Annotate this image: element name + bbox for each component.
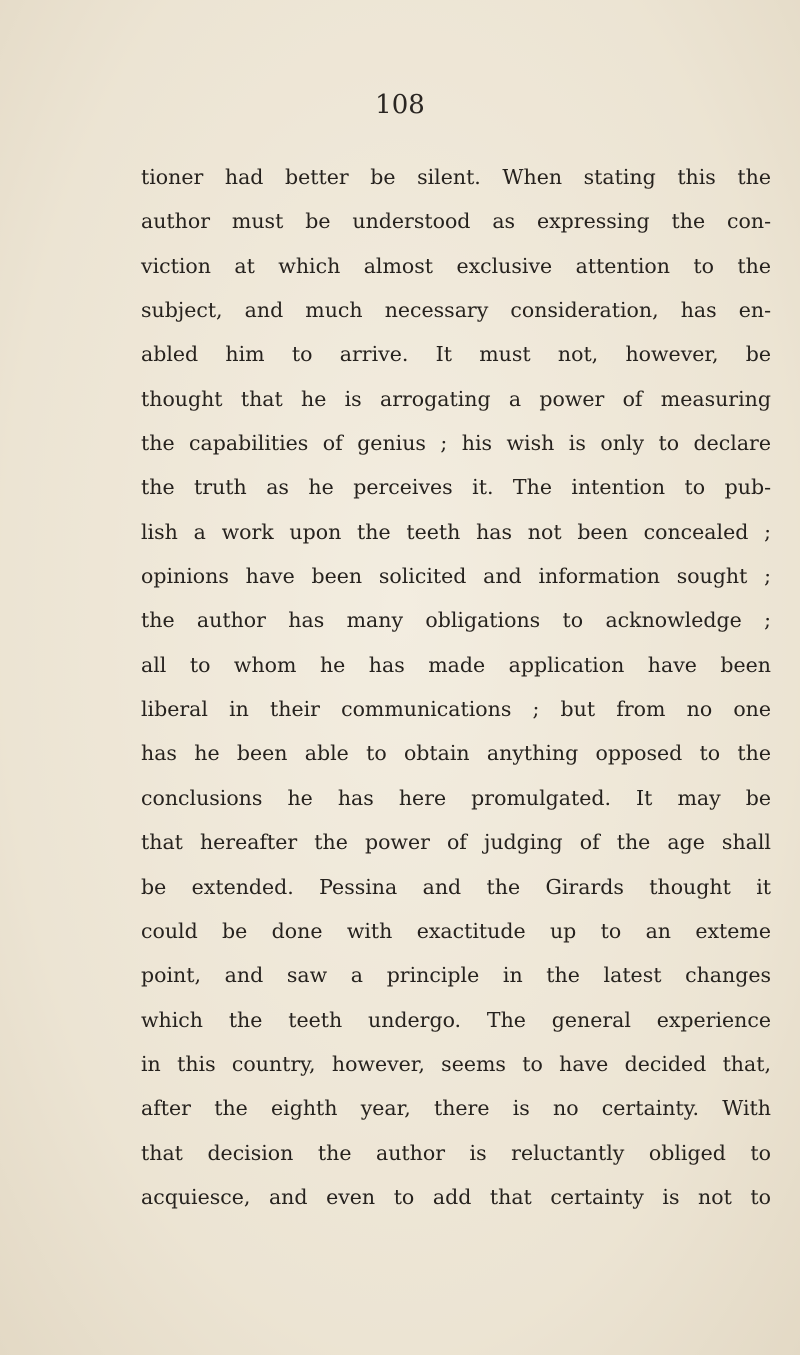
text-line: lish a work upon the teeth has not been concealed ; <box>141 519 771 544</box>
text-line: has he been able to obtain anything opposed to the <box>141 741 771 766</box>
text-line: viction at which almost exclusive attention to the <box>141 253 771 278</box>
text-line: the capabilities of genius ; his wish is only to declare <box>141 431 771 456</box>
text-line: thought that he is arrogating a power of measuring <box>141 386 771 411</box>
text-line: abled him to arrive. It must not, however, be <box>141 342 771 367</box>
text-line: after the eighth year, there is no certainty. With <box>141 1096 771 1121</box>
text-line: could be done with exactitude up to an exteme <box>141 918 771 943</box>
text-line: in this country, however, seems to have decided that, <box>141 1051 771 1076</box>
text-line: conclusions he has here promulgated. It may be <box>141 785 771 810</box>
text-line: be extended. Pessina and the Girards thought it <box>141 874 771 899</box>
text-line: author must be understood as expressing the con- <box>141 209 771 234</box>
text-line: liberal in their communications ; but from no one <box>141 697 771 722</box>
text-line: acquiesce, and even to add that certainty is not to <box>141 1184 771 1209</box>
text-line: opinions have been solicited and information sought ; <box>141 564 771 589</box>
text-line: which the teeth undergo. The general experience <box>141 1007 771 1032</box>
body-text <box>141 155 771 1219</box>
text-line: that decision the author is reluctantly obliged to <box>141 1140 771 1165</box>
text-line: all to whom he has made application have been <box>141 652 771 677</box>
text-line: that hereafter the power of judging of the age shall <box>141 830 771 855</box>
text-line: the author has many obligations to acknowledge ; <box>141 608 771 633</box>
page-number: 108 <box>375 90 425 120</box>
text-line: subject, and much necessary consideration, has en- <box>141 298 771 323</box>
text-line: point, and saw a principle in the latest changes <box>141 963 771 988</box>
text-line: the truth as he perceives it. The intention to pub- <box>141 475 771 500</box>
text-line: tioner had better be silent. When stating this the <box>141 165 771 189</box>
